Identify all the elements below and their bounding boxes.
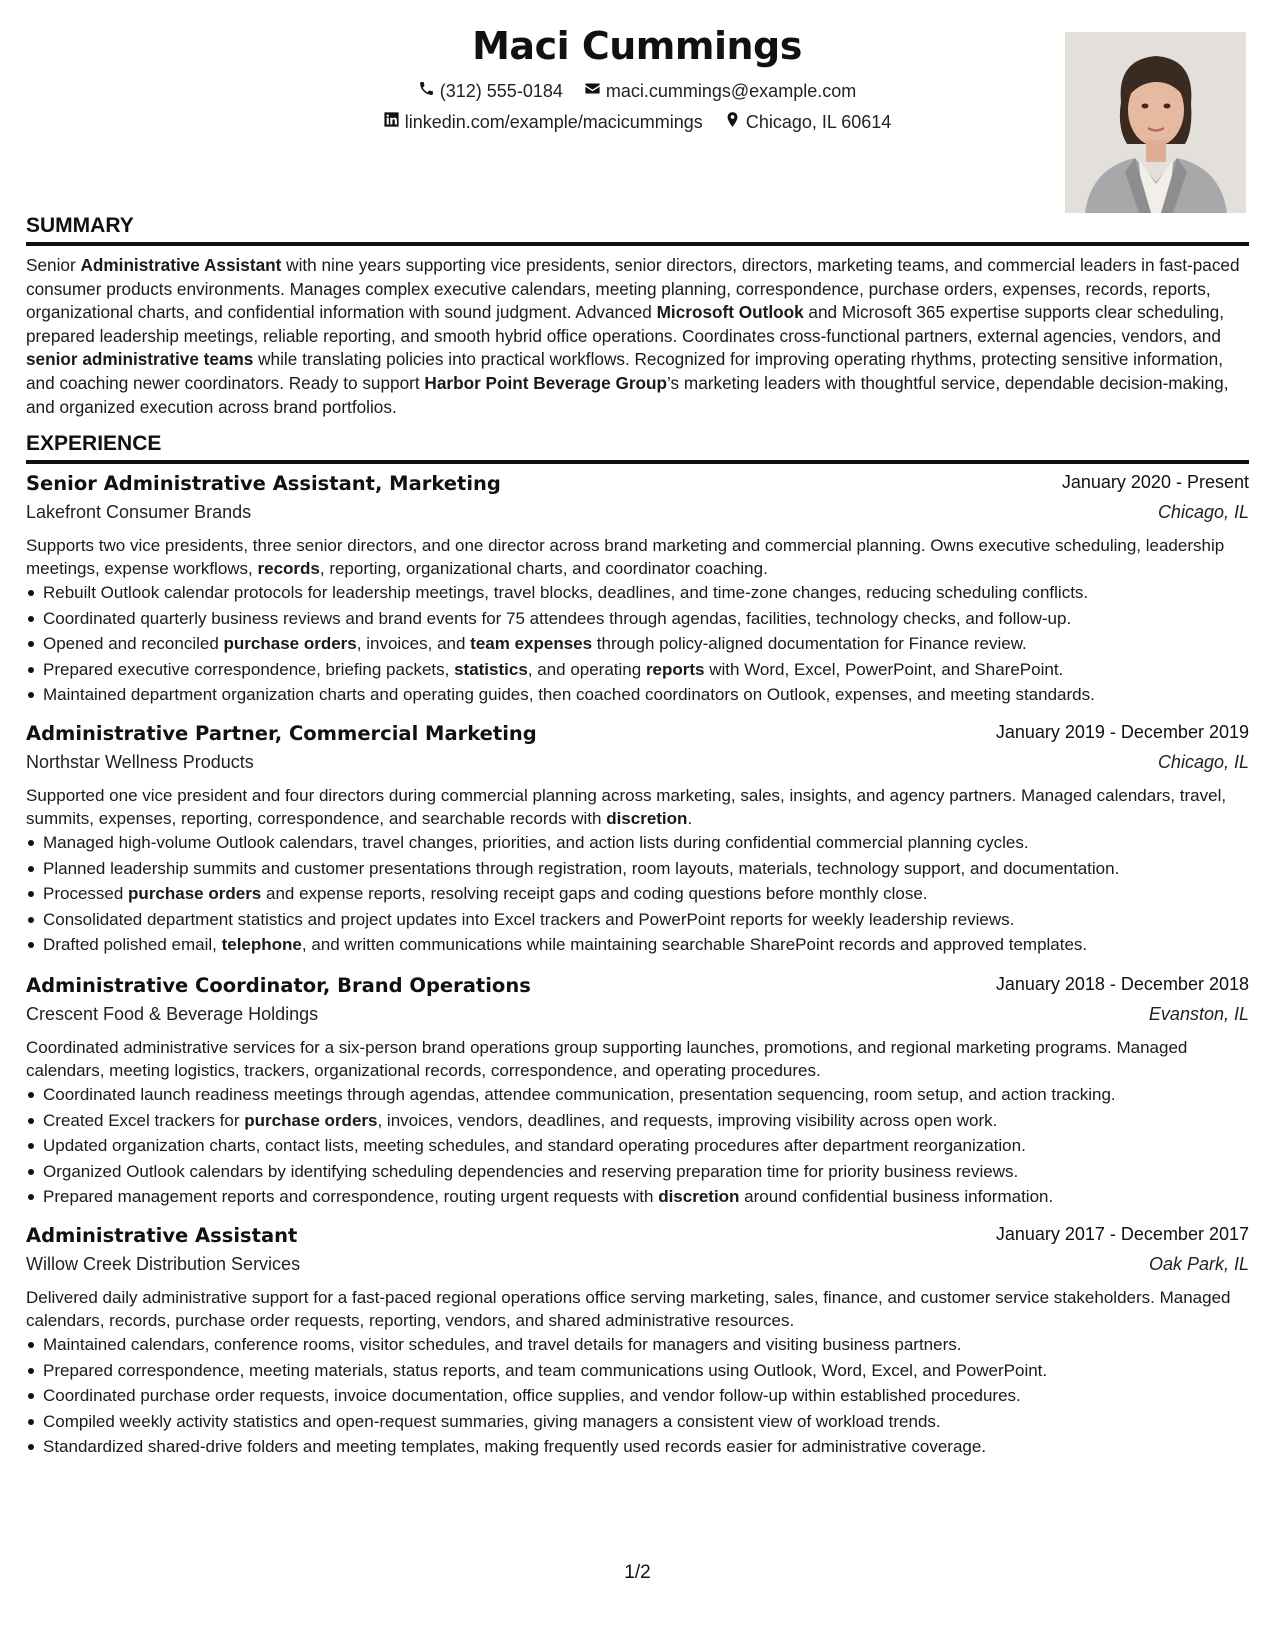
bold-keyword: purchase orders [128, 884, 262, 904]
text-run: , invoices, vendors, deadlines, and requests, improving visibility across open work. [377, 1110, 998, 1130]
experience-heading: EXPERIENCE [26, 432, 1249, 464]
job-title: Senior Administrative Assistant, Marketing [26, 472, 501, 495]
job-entry [26, 472, 1249, 708]
job-bullet [26, 606, 1249, 632]
text-run: , reporting, organizational charts, and coordinator coaching. [319, 559, 768, 578]
job-entry [26, 722, 1249, 958]
text-run: Compiled weekly activity statistics and open-request summaries, giving managers a consistent view of workload trends. [43, 1411, 941, 1431]
phone-contact [418, 80, 563, 102]
text-run: Coordinated administrative services for a six-person brand operations group supporting launches, promotions, and regional marketing programs. Managed calendars, meeting logistics, trackers, organizational records, correspondence, and operating procedures. [26, 1038, 1188, 1080]
location-contact [724, 111, 891, 133]
job-bullet [26, 907, 1249, 933]
job-bullet [26, 682, 1249, 708]
location-text: Chicago, IL 60614 [745, 111, 892, 132]
text-run: Processed [43, 884, 129, 904]
job-bullet [26, 856, 1249, 882]
text-run: Prepared correspondence, meeting materials, status reports, and team communications using Outlook, Word, Excel, and PowerPoint. [43, 1360, 1048, 1380]
text-run: and expense reports, resolving receipt gaps and coding questions before monthly close. [261, 884, 928, 904]
job-bullet [26, 881, 1249, 907]
job-bullet [26, 1108, 1249, 1134]
bold-keyword: senior administrative teams [26, 349, 254, 370]
text-run: , and written communications while maintaining searchable SharePoint records and approved templates. [301, 935, 1088, 955]
job-entry [26, 1224, 1249, 1460]
job-subheader [26, 752, 1249, 784]
text-run: through policy-aligned documentation for Finance review. [592, 634, 1027, 654]
bold-keyword: discretion [658, 1187, 740, 1207]
bold-keyword: records [257, 559, 320, 578]
text-run: Standardized shared-drive folders and meeting templates, making frequently used records easier for administrative coverage. [43, 1437, 987, 1457]
bold-keyword: purchase orders [244, 1110, 378, 1130]
text-run: Coordinated launch readiness meetings through agendas, attendee communication, presentation sequencing, room setup, and action tracking. [43, 1085, 1116, 1104]
job-bullet-list [26, 830, 1249, 958]
job-company: Willow Creek Distribution Services [26, 1254, 301, 1274]
email-contact[interactable] [584, 80, 856, 102]
linkedin-contact[interactable] [383, 111, 703, 133]
text-run: ’s marketing leaders with thoughtful service, dependable decision-making, and organized execution across brand portfolios. [26, 372, 1229, 417]
bold-keyword: statistics [454, 659, 528, 679]
job-location: Chicago, IL [1157, 752, 1249, 772]
job-dates: January 2019 - December 2019 [995, 722, 1249, 742]
job-title: Administrative Coordinator, Brand Operations [26, 974, 531, 997]
job-bullet [26, 1184, 1249, 1210]
job-header [26, 1224, 1249, 1254]
job-company: Northstar Wellness Products [26, 752, 254, 772]
job-location: Chicago, IL [1157, 502, 1249, 522]
job-bullet-list [26, 580, 1249, 708]
text-run: Delivered daily administrative support for a fast-paced regional operations office serving marketing, sales, finance, and customer service stakeholders. Managed calendars, records, purchase order requests, reporting, vendors, and shared administrative resources. [26, 1288, 1231, 1330]
job-header [26, 722, 1249, 752]
job-bullet [26, 1159, 1249, 1185]
job-dates: January 2020 - Present [1061, 472, 1249, 492]
job-entry [26, 974, 1249, 1210]
job-title: Administrative Assistant [26, 1224, 298, 1247]
text-run: Maintained calendars, conference rooms, visitor schedules, and travel details for managers and visiting business partners. [43, 1335, 962, 1354]
job-description [26, 1286, 1249, 1332]
phone-number: (312) 555-0184 [439, 80, 563, 101]
job-bullet [26, 932, 1249, 958]
email-address[interactable]: maci.cummings@example.com [605, 80, 857, 101]
candidate-name: Maci Cummings [472, 24, 802, 68]
text-run: with nine years supporting vice presidents, senior directors, directors, marketing teams, and commercial leaders in fast-paced consumer products environments. Manages complex executive calendars, meeting planning, correspondence, purchase orders, expenses, records, reports, organizational charts, and confidential information with sound judgment. Advanced [26, 255, 1240, 323]
linkedin-url[interactable]: linkedin.com/example/macicummings [404, 111, 703, 132]
text-run: Senior [26, 255, 81, 275]
job-description [26, 784, 1249, 830]
job-bullet [26, 830, 1249, 856]
job-dates: January 2018 - December 2018 [995, 974, 1249, 994]
job-company: Lakefront Consumer Brands [26, 502, 252, 522]
job-location: Oak Park, IL [1148, 1254, 1249, 1274]
job-company: Crescent Food & Beverage Holdings [26, 1004, 319, 1024]
bold-keyword: Microsoft Outlook [656, 302, 804, 323]
text-run: Drafted polished email, [43, 935, 222, 955]
text-run: Coordinated purchase order requests, invoice documentation, office supplies, and vendor follow-up within established procedures. [43, 1386, 1021, 1406]
text-run: Created Excel trackers for [43, 1110, 245, 1130]
text-run: Rebuilt Outlook calendar protocols for leadership meetings, travel blocks, deadlines, and time-zone changes, reducing scheduling conflicts. [43, 583, 1089, 602]
job-bullet [26, 1383, 1249, 1409]
job-description [26, 1036, 1249, 1082]
page-number: 1/2 [624, 1562, 651, 1583]
job-bullet [26, 1082, 1249, 1108]
text-run: Organized Outlook calendars by identifying scheduling dependencies and reserving preparation time for priority business reviews. [43, 1161, 1019, 1181]
text-run: , invoices, and [356, 634, 471, 654]
bold-keyword: purchase orders [223, 634, 357, 654]
envelope-icon [584, 80, 601, 102]
job-bullet-list [26, 1082, 1249, 1210]
text-run: Prepared management reports and correspondence, routing urgent requests with [43, 1187, 659, 1207]
job-bullet [26, 657, 1249, 683]
text-run: Supports two vice presidents, three senior directors, and one director across brand marketing and commercial planning. Owns executive scheduling, leadership meetings, expense workflows, [26, 536, 1225, 578]
summary-heading: SUMMARY [26, 214, 1249, 246]
bold-keyword: reports [645, 659, 705, 679]
job-bullet [26, 1409, 1249, 1435]
bold-keyword: discretion [606, 809, 688, 828]
text-run: Updated organization charts, contact lists, meeting schedules, and standard operating procedures after department reorganization. [43, 1136, 1026, 1156]
text-run: around confidential business information. [739, 1187, 1054, 1207]
job-bullet-list [26, 1332, 1249, 1460]
job-bullet [26, 1358, 1249, 1384]
text-run: Managed high-volume Outlook calendars, travel changes, priorities, and action lists during confidential commercial planning cycles. [43, 833, 1029, 852]
job-subheader [26, 502, 1249, 534]
job-dates: January 2017 - December 2017 [995, 1224, 1249, 1244]
text-run: Consolidated department statistics and project updates into Excel trackers and PowerPoint reports for weekly leadership reviews. [43, 909, 1015, 929]
profile-photo [1065, 32, 1246, 213]
job-subheader [26, 1254, 1249, 1286]
text-run: Planned leadership summits and customer presentations through registration, room layouts, materials, technology support, and documentation. [43, 858, 1120, 878]
bold-keyword: telephone [221, 935, 302, 955]
job-header [26, 472, 1249, 502]
text-run: Maintained department organization charts and operating guides, then coached coordinators on Outlook, expenses, and meeting standards. [43, 685, 1095, 705]
job-bullet [26, 1133, 1249, 1159]
map-pin-icon [724, 111, 741, 133]
text-run: Opened and reconciled [43, 634, 224, 654]
phone-icon [418, 80, 435, 102]
text-run: while translating policies into practical workflows. Recognized for improving operating rhythms, protecting sensitive information, and coaching newer coordinators. Ready to support [26, 349, 1223, 393]
text-run: , and operating [527, 659, 646, 679]
job-bullet [26, 1332, 1249, 1358]
text-run: Prepared executive correspondence, briefing packets, [43, 659, 455, 679]
job-bullet [26, 1434, 1249, 1460]
job-bullet [26, 580, 1249, 606]
bold-keyword: team expenses [470, 634, 593, 654]
job-subheader [26, 1004, 1249, 1036]
text-run: . [687, 809, 693, 828]
job-title: Administrative Partner, Commercial Marketing [26, 722, 537, 745]
summary-text [26, 254, 1250, 419]
text-run: with Word, Excel, PowerPoint, and SharePoint. [704, 659, 1064, 679]
job-header [26, 974, 1249, 1004]
job-bullet [26, 631, 1249, 657]
bold-keyword: Harbor Point Beverage Group [424, 372, 668, 393]
text-run: and Microsoft 365 expertise supports clear scheduling, prepared leadership meetings, reliable reporting, and smooth hybrid office operations. Coordinates cross-functional partners, external agencies, vendors, and [26, 302, 1225, 346]
job-location: Evanston, IL [1148, 1004, 1249, 1024]
text-run: Coordinated quarterly business reviews and brand events for 75 attendees through agendas, facilities, technology checks, and follow-up. [43, 608, 1072, 628]
bold-keyword: Administrative Assistant [80, 255, 282, 275]
job-description [26, 534, 1249, 580]
text-run: Supported one vice president and four directors during commercial planning across marketing, sales, insights, and agency partners. Managed calendars, travel, summits, expenses, reporting, correspondence, and searchable records with [26, 786, 1227, 828]
linkedin-icon [383, 111, 400, 133]
